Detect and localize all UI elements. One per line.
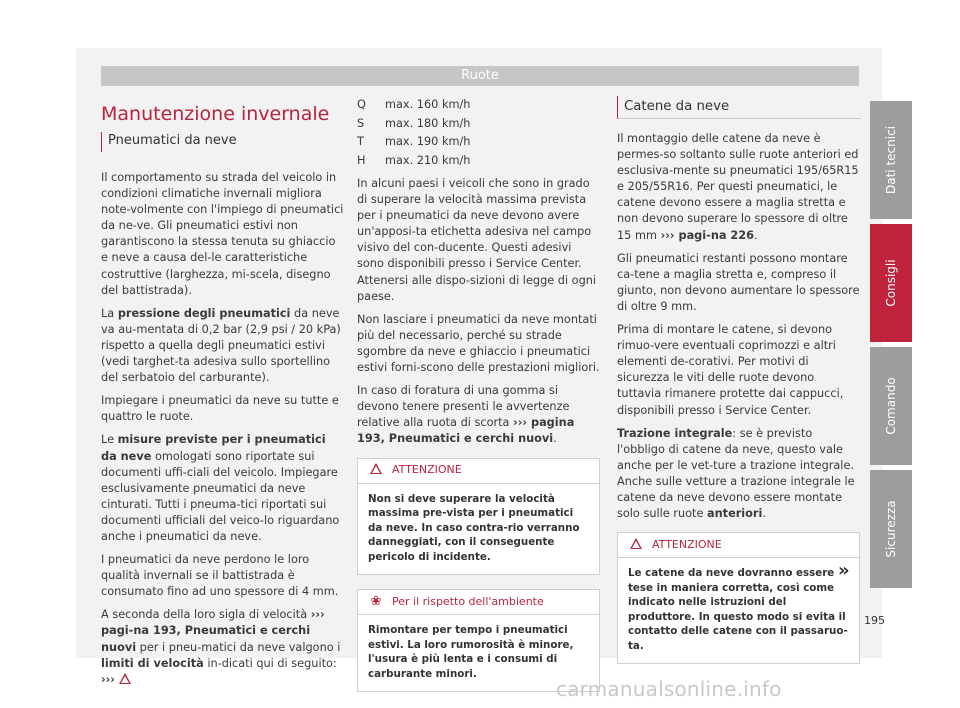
warning-text: Non si deve superare la velocità massima pre-vista per i pneumatici da neve. In caso contra-rio verranno danneggiati, con il conseguente pericolo di incidente. — [368, 492, 580, 563]
paragraph: Gli pneumatici restanti possono montare ca-tene a maglia stretta e, compreso il giunto, non devono aumentare lo spessore di oltre 9 mm. — [617, 251, 860, 313]
cross-reference-link[interactable]: ››› pagi-na 193, Pneumatici e cerchi nuovi — [101, 608, 325, 654]
environment-header — [358, 590, 599, 615]
environment-text: Rimontare per tempo i pneumatici estivi. La loro rumorosità è minore, l'usura è più lenta e i consumi di carburante minori. — [368, 624, 574, 680]
tab-comando[interactable]: Comando — [870, 347, 912, 465]
paragraph: In caso di foratura di una gomma si devono tenere presenti le avvertenze relative alla ruota di scorta ››› pagina 193, Pneumatici e cerchi nuovi. — [357, 384, 575, 446]
paragraph: Prima di montare le catene, si devono rimuo-vere eventuali coprimozzi e altri elementi de-corativi. Per motivi di sicurezza le viti delle ruote devono tuttavia rimanere protette dai cappucci, disponibili presso i Service Center. — [617, 323, 844, 417]
page-number: 195 — [864, 614, 885, 627]
column-2 — [357, 96, 600, 692]
section-header: Ruote — [101, 66, 859, 86]
paragraph: La pressione degli pneumatici da neve va au-mentata di 0,2 bar (2,9 psi / 20 kPa) rispetto a quella degli pneumatici estivi (vedi targhet-ta adesiva sullo sportellino del serbatoio del carburante). — [101, 306, 341, 385]
paragraph: Non lasciare i pneumatici da neve montati più del necessario, perché su strade sgombre da neve e ghiaccio i pneumatici estivi forni-scono delle prestazioni migliori. — [357, 312, 600, 375]
paragraph: Le misure previste per i pneumatici da neve omologati sono riportate sui documenti uffi-ciali del veicolo. Impiegare esclusivamente pneumatici da neve cinturati. Tutti i pneuma-tici riportati sui documenti ufficiali del veico-lo riguardano anche i pneumatici da neve. — [101, 433, 340, 543]
warning-header — [618, 533, 859, 558]
paragraph: I pneumatici da neve perdono le loro qualità invernali se il battistrada è consumato fino ad uno spessore di 4 mm. — [101, 553, 339, 599]
speed-row: S max. 180 km/h — [357, 116, 471, 130]
paragraph: Il comportamento su strada del veicolo in condizioni climatiche invernali migliora note-volmente con l'impiego di pneumatici da ne-ve. Gli pneumatici estivi non garantiscono la stessa tenuta su ghiaccio e neve a causa del-le caratteristiche costruttive (larghezza, mi-scela, disegno del battistrada). — [101, 171, 344, 297]
warning-text: Le catene da neve dovranno essere tese in maniera corretta, così come indicato nelle istruzioni del produttore. In questo modo si evita il contatto delle catene con il passaruo-ta. — [628, 567, 848, 652]
warning-icon — [370, 463, 382, 474]
page-title: Manutenzione invernale — [101, 103, 330, 125]
tab-dati-tecnici[interactable]: Dati tecnici — [870, 101, 912, 219]
speed-table — [357, 96, 600, 170]
warning-icon — [630, 538, 642, 549]
paragraph: A seconda della loro sigla di velocità ››› pagi-na 193, Pneumatici e cerchi nuovi per i pneu-matici da neve valgono i limiti di velocità in-dicati qui di seguito: ››› — [101, 608, 341, 686]
warning-title: ATTENZIONE — [392, 463, 462, 477]
paragraph: Il montaggio delle catene da neve è permes-so soltanto sulle ruote anteriori ed esclusiva-mente su pneumatici 195/65R15 e 205/55R16. Per questi pneumatici, le catene devono essere a maglia stretta e non devono superare lo spessore di oltre 15 mm ››› pagi-na 226. — [617, 132, 859, 242]
warning-title: ATTENZIONE — [652, 538, 722, 552]
watermark: carmanualsonline.info — [556, 677, 782, 701]
environment-title: Per il rispetto dell'ambiente — [392, 594, 544, 608]
reference-arrow[interactable]: ››› — [101, 672, 115, 686]
cross-reference-link[interactable]: ››› pagina 193, Pneumatici e cerchi nuovi — [357, 416, 575, 446]
warning-box — [357, 458, 600, 576]
speed-row: H max. 210 km/h — [357, 153, 471, 167]
paragraph: In alcuni paesi i veicoli che sono in grado di superare la velocità massima prevista per i pneumatici da neve devono avere un'apposi-ta etichetta adesiva nel campo visivo del con-ducente. Questi adesivi sono disponibili presso i Service Center. Attenersi alle dispo-sizioni di legge di ogni paese. — [357, 177, 597, 303]
cross-reference-link[interactable]: ››› pagi-na 226 — [660, 228, 755, 242]
paragraph: Trazione integrale: se è previsto l'obbligo di catene da neve, questo vale anche per le vet-ture a trazione integrale. Anche sulle vetture a trazione integrale le catene da neve devono essere montate solo sulle ruote anteriori. — [617, 426, 855, 521]
speed-row: T max. 190 km/h — [357, 135, 471, 148]
tab-consigli[interactable]: Consigli — [870, 224, 912, 342]
speed-row: Q max. 160 km/h — [357, 98, 471, 111]
column-3 — [617, 96, 860, 664]
section-title: Catene da neve — [617, 96, 861, 119]
tab-sicurezza[interactable]: Sicurezza — [870, 470, 912, 588]
leaf-icon: ❀ — [370, 593, 382, 609]
warning-icon — [119, 673, 131, 684]
paragraph: Impiegare i pneumatici da neve su tutte e quattro le ruote. — [101, 394, 339, 424]
subtitle: Pneumatici da neve — [101, 132, 344, 152]
warning-box — [617, 532, 860, 664]
column-1 — [101, 102, 344, 695]
continue-arrow-icon: » — [838, 560, 850, 581]
warning-header — [358, 459, 599, 484]
